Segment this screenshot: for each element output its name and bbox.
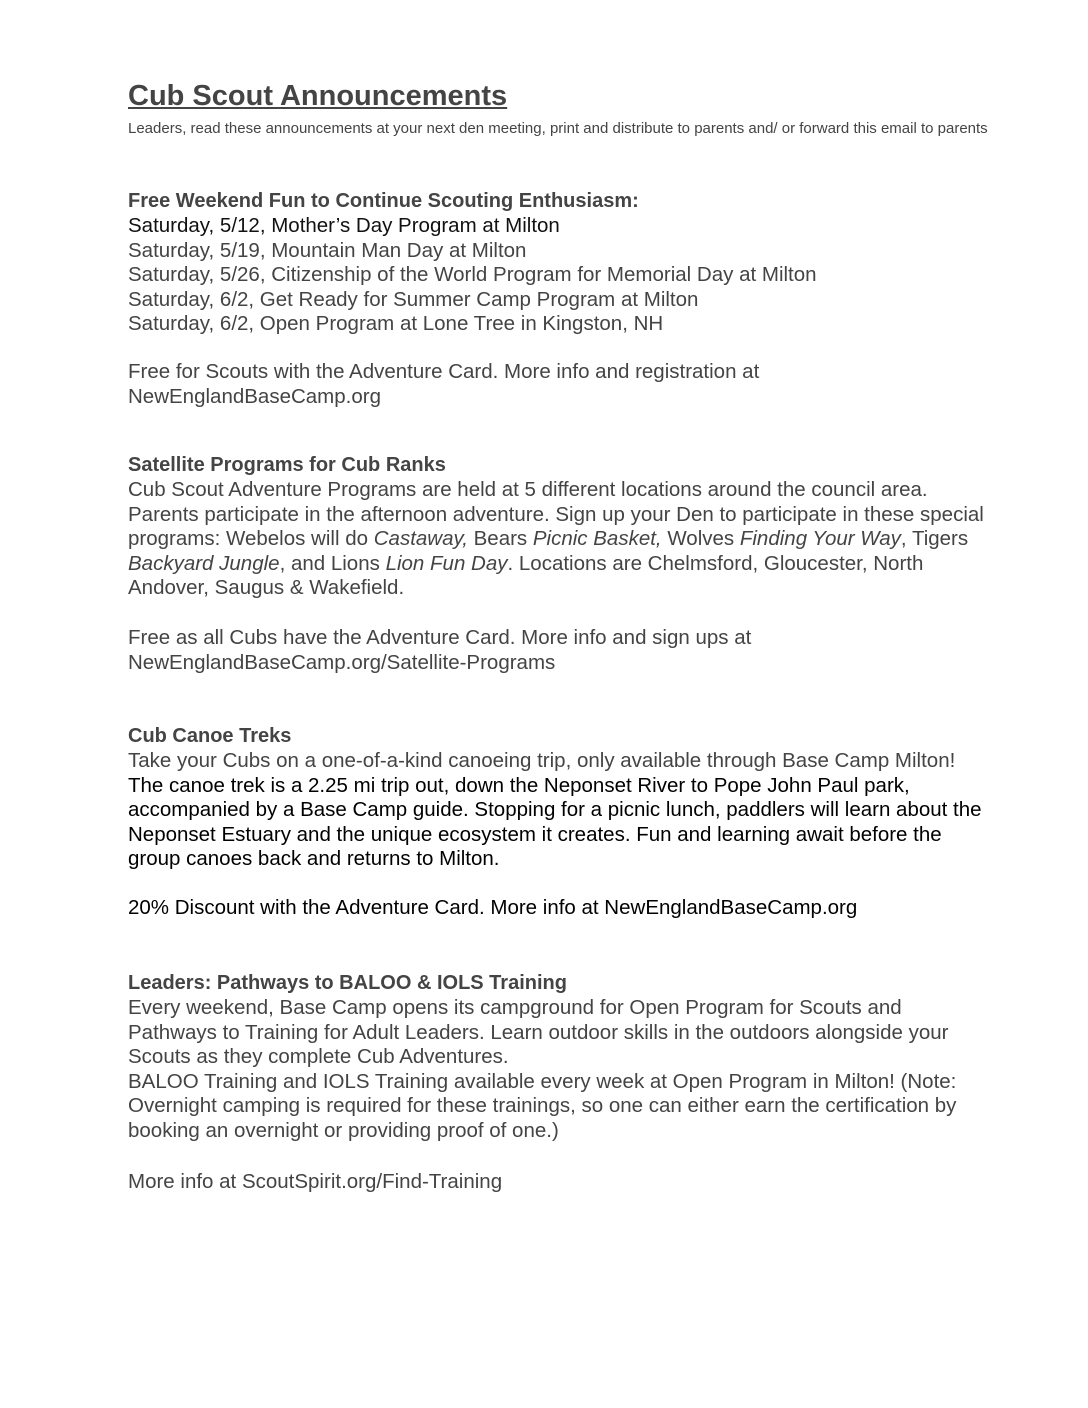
satellite-text: Bears xyxy=(467,527,533,551)
canoe-text-detail: The canoe trek is a 2.25 mi trip out, down the Neponset River to Pope John Paul park, accompanied by a Base Camp guide. Stopping for a picnic lunch, paddlers will learn about the Neponset Estuary and the unique ecosystem it creates. Fun and learning await before the group canoes back and returns to Milton. xyxy=(128,773,982,871)
weekend-heading: Free Weekend Fun to Continue Scouting Enthusiasm: xyxy=(128,190,639,212)
canoe-section xyxy=(128,723,988,872)
leaders-paragraph-2: BALOO Training and IOLS Training available every week at Open Program in Milton! (Note: Overnight camping is required for these trainings, so one can either earn the certification by booking an overnight or providing proof of one.) xyxy=(128,1069,957,1142)
list-item: Saturday, 5/26, Citizenship of the World Program for Memorial Day at Milton xyxy=(128,263,817,287)
list-item: Saturday, 5/19, Mountain Man Day at Milton xyxy=(128,238,527,262)
canoe-discount: 20% Discount with the Adventure Card. More info at NewEnglandBaseCamp.org xyxy=(128,896,858,919)
leaders-paragraph: Every weekend, Base Camp opens its campground for Open Program for Scouts and Pathways to Training for Adult Leaders. Learn outdoor skills in the outdoors alongside your Scouts as they complete Cub Adventures. xyxy=(128,996,949,1069)
canoe-text: Take your Cubs on a one-of-a-kind canoeing trip, only available through Base Camp Milton! xyxy=(128,749,956,772)
satellite-section xyxy=(128,452,988,601)
weekend-note-line: Free for Scouts with the Adventure Card. More info and registration at xyxy=(128,360,760,383)
satellite-text: , Tigers xyxy=(900,527,969,551)
satellite-heading: Satellite Programs for Cub Ranks xyxy=(128,454,446,476)
leaders-section xyxy=(128,970,988,1144)
program-name: Finding Your Way xyxy=(739,527,901,551)
weekend-note xyxy=(128,360,988,409)
list-item: Saturday, 5/12, Mother’s Day Program at Milton xyxy=(128,214,560,237)
satellite-note xyxy=(128,626,988,675)
satellite-text: . Locations are Chelmsford, Gloucester, North Andover, Saugus & Wakefield. xyxy=(128,551,924,600)
list-item: Saturday, 6/2, Open Program at Lone Tree in Kingston, NH xyxy=(128,312,664,336)
page-title: Cub Scout Announcements xyxy=(128,80,508,112)
program-name: Picnic Basket, xyxy=(532,527,662,551)
satellite-text: Cub Scout Adventure Programs are held at 5 different locations around the council area. Parents participate in the afternoon adventure. Sign up your Den to participate in these special programs: Webelos will do xyxy=(128,478,984,551)
weekend-list xyxy=(128,214,988,337)
satellite-paragraph xyxy=(128,478,988,601)
satellite-note-link: NewEnglandBaseCamp.org/Satellite-Programs xyxy=(128,650,556,674)
leaders-heading: Leaders: Pathways to BALOO & IOLS Training xyxy=(128,972,567,994)
weekend-section xyxy=(128,188,988,337)
list-item: Saturday, 6/2, Get Ready for Summer Camp Program at Milton xyxy=(128,287,699,311)
intro-text: Leaders, read these announcements at your next den meeting, print and distribute to parents and/ or forward this email to parents xyxy=(128,120,988,137)
satellite-text: , and Lions xyxy=(279,551,386,575)
leaders-note-link: More info at ScoutSpirit.org/Find-Training xyxy=(128,1170,503,1193)
canoe-paragraph xyxy=(128,749,988,872)
document-page xyxy=(128,78,988,1193)
program-name: Castaway, xyxy=(373,527,468,551)
satellite-note-line: Free as all Cubs have the Adventure Card. More info and sign ups at xyxy=(128,626,752,649)
satellite-text: Wolves xyxy=(661,527,740,551)
canoe-heading: Cub Canoe Treks xyxy=(128,725,292,747)
program-name: Backyard Jungle xyxy=(128,551,280,575)
program-name: Lion Fun Day xyxy=(385,551,508,575)
canoe-note xyxy=(128,896,988,921)
weekend-note-link: NewEnglandBaseCamp.org xyxy=(128,384,381,408)
leaders-note xyxy=(128,1170,988,1195)
